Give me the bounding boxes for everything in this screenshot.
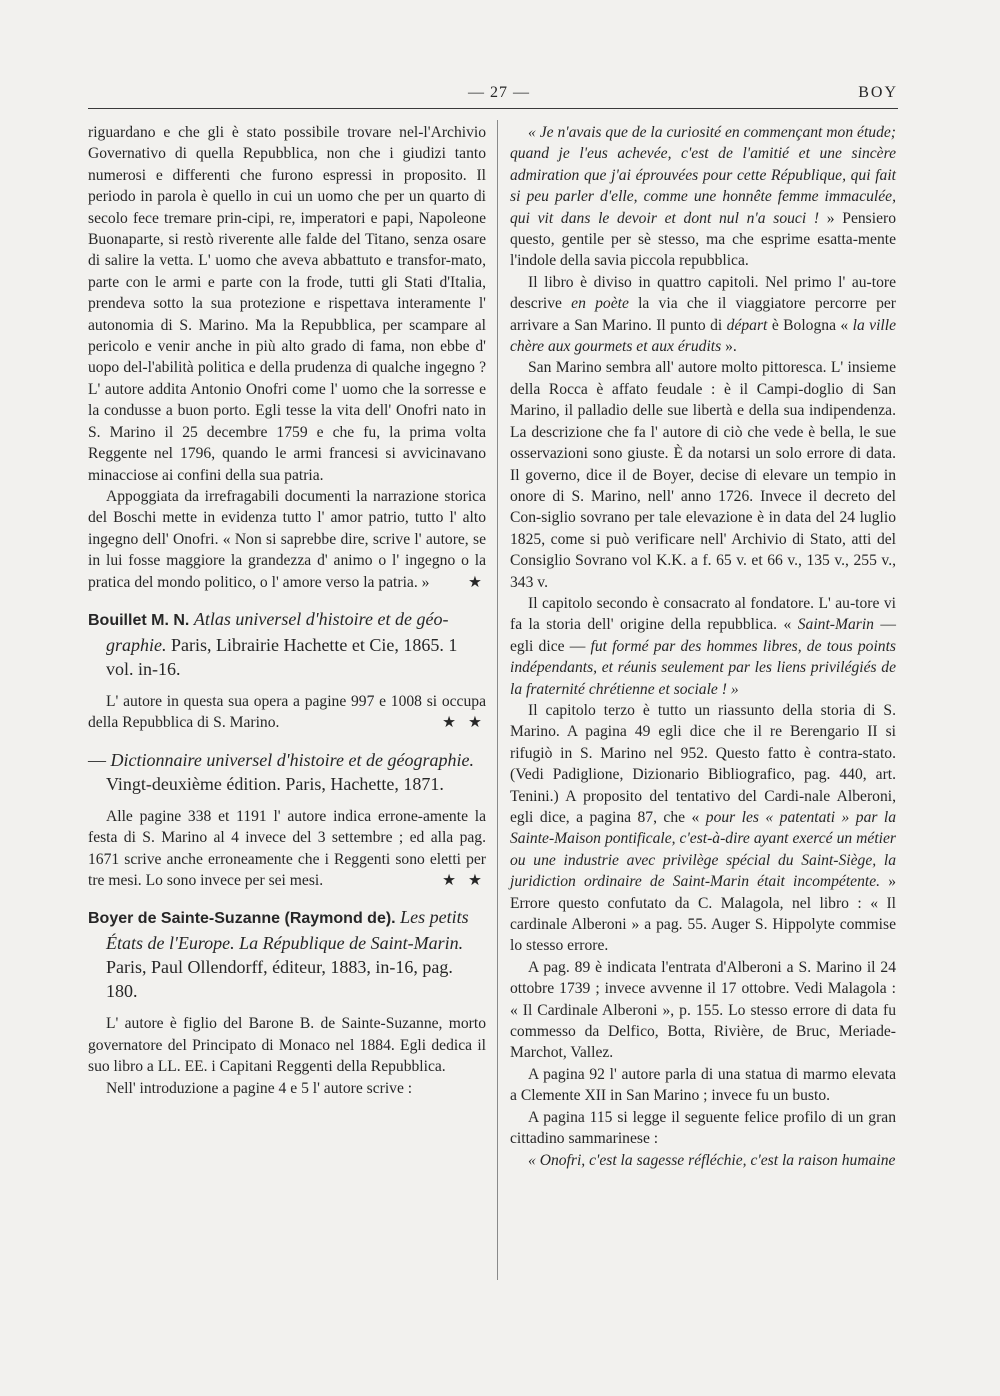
- entry-dash: —: [88, 749, 106, 770]
- entry-title: Dictionnaire universel d'histoire et de géographie.: [110, 749, 474, 770]
- entry-publication: Paris, Paul Ollendorff, éditeur, 1883, in-16, pag. 180.: [106, 957, 453, 1002]
- entry-title: Atlas universel d'histoire et de géo-graphie.: [106, 608, 449, 655]
- quote: « Je n'avais que de la curiosité en commençant mon étude; quand je l'eus achevée, c'est de l'amitié et une sincère admiration que j'ai éprouvées pour cette République, qui fait si peu parler d'elle, comme une honnête femme immaculée, qui vit dans le devoir et dont nul n'a souci !: [510, 124, 896, 227]
- rating-stars: ★ ★: [442, 714, 486, 732]
- paragraph-text: Il libro è diviso in quattro capitoli. Nel primo l' au-tore descrive: [510, 273, 896, 313]
- entry-author: Boyer de Sainte-Suzanne (Raymond de).: [88, 910, 396, 928]
- quote: départ: [726, 316, 768, 334]
- quote: « Onofri, c'est la sagesse réfléchie, c'est la raison humaine: [528, 1151, 896, 1169]
- paragraph-text: è Bologna «: [771, 316, 849, 334]
- running-head: BOY: [858, 84, 898, 101]
- quote: la ville chère aux gourmets et aux érudits: [510, 316, 897, 356]
- entry-note: Nell' introduzione a pagine 4 e 5 l' autore scrive :: [106, 1079, 413, 1097]
- paragraph: San Marino sembra all' autore molto pittoresca. L' insieme della Rocca è affato feudale : è il Campi-doglio di San Marino, il palladio delle sue libertà e della sua indipendenza. La descrizione che fa l' autore di ciò che vede è bella, le sue osservazioni sono giuste. È da notarsi un solo errore di data. Il governo, dice il de Boyer, decise di elevare un tempio in onore di S. Marino, nell' anno 1726. Invece il decreto del Con-siglio sovrano per tale elevazione è in data del 24 luglio 1825, come si può verificare nell' Archivio di Stato, atti del Consiglio Sovrano vol K.K. a f. 65 v. et 66 v., 135 v., 255 v., 343 v.: [510, 359, 896, 591]
- bibliography-entry: [88, 905, 486, 1003]
- entry-publication: Vingt-deuxième édition. Paris, Hachette, 1871.: [106, 773, 444, 794]
- paragraph: A pagina 115 si legge il seguente felice profilo di un gran cittadino sammarinese :: [510, 1108, 896, 1148]
- paragraph: A pag. 89 è indicata l'entrata d'Alberoni a S. Marino il 24 ottobre 1739 ; invece avvenne il 17 ottobre. Vedi Malagola : « Il Cardinale Alberoni », p. 155. Lo stesso errore di data fu commesso da Delfico, Botta, Rivière, de Bruc, Meriade-Marchot, Vallez.: [510, 958, 896, 1062]
- entry-title: Les petits États de l'Europe. La République de Saint-Marin.: [106, 907, 469, 954]
- paragraph-text: — egli dice —: [510, 616, 896, 655]
- paragraph-text: Il capitolo secondo è consacrato al fondatore. L' au-tore vi fa la storia dell' origine della repubblica. «: [510, 594, 896, 634]
- rating-stars: ★: [468, 573, 486, 591]
- quote: pour les « patentati » par la Sainte-Maison pontificale, c'est-à-dire ayant exercé un métier ou une industrie avec privilège spécial du Saint-Siège, la juridiction ordinaire de Saint-Marin était incompétente.: [510, 809, 897, 891]
- paragraph: [510, 122, 896, 272]
- entry-note: L' autore è figlio del Barone B. de Sainte-Suzanne, morto governatore del Principato di Monaco nel 1884. Egli dedica il suo libro a LL. EE. i Capitani Reggenti della Repubblica.: [88, 1015, 486, 1076]
- paragraph: [510, 272, 896, 358]
- left-column: [88, 122, 486, 1099]
- paragraph-text: la via che il viaggiatore percorre per arrivare a San Marino. Il punto di: [510, 295, 896, 334]
- bibliography-entry: [88, 748, 486, 796]
- paragraph: [510, 700, 896, 957]
- entry-publication: Paris, Librairie Hachette et Cie, 1865. 1 vol. in-16.: [106, 634, 458, 679]
- paragraph-text: Appoggiata da irrefragabili documenti la narrazione storica del Boschi mette in evidenza tutto l' amor patrio, tutto l' alto ingegno dell' Onofri. « Non si saprebbe dire, scrive l' autore, se in lui fosse maggiore la grandezza d' animo o l' ingegno o la pratica del mondo politico, o l' amore verso la patria. »: [88, 487, 486, 591]
- paragraph: A pagina 92 l' autore parla di una statua di marmo elevata a Clemente XII in San Marino ; invece fu un busto.: [510, 1065, 896, 1105]
- paragraph: [88, 486, 486, 593]
- paragraph-text: » Pensiero questo, gentile per sè stesso, ma che esprime esatta-mente l'indole della savia piccola repubblica.: [510, 209, 896, 270]
- quote: Saint-Marin: [797, 616, 874, 634]
- quote: fut formé par des hommes libres, de tous points indépendants, et réunis seulement par les liens privilégiés de la fraternité chrétienne et sociale ! »: [510, 637, 896, 698]
- paragraph-text: » Errore questo confutato da C. Malagola, nel libro : « Il cardinale Alberoni » a pag. 55. Auger S. Hippolyte commise lo stesso errore.: [510, 873, 896, 955]
- bibliography-entry: [88, 607, 486, 681]
- page-number: — 27 —: [468, 84, 530, 101]
- quote: en poète: [571, 295, 629, 313]
- paragraph-text: ».: [725, 338, 737, 356]
- paragraph-text: Il capitolo terzo è tutto un riassunto della storia di S. Marino. A pagina 49 egli dice che il re Berengario II si rifugiò in S. Marino nel 952. Questo fatto è contra-stato. (Vedi Padiglione, Dizionario Bibliografico, pag. 440, art. Tenini.) A proposito del tentativo del Cardi-nale Alberoni, egli dice, a pagina 87, che «: [510, 701, 896, 826]
- paragraph: riguardano e che gli è stato possibile trovare nel-l'Archivio Governativo di quella Repubblica, non che i giudizi tanto numerosi e differenti che furono espressi in proposito. Il periodo in parola è quello in cui un uomo che per un quarto di secolo fece tremare prin-cipi, re, imperatori e papi, Napoleone Buonaparte, si restò riverente alle falde del Titano, senza osare di salire la vetta. L' uomo che aveva abbattuto e transfor-mato, parte con le armi e parte con la frode, tutti gli Stati d'Italia, prendeva sotto la sua protezione e rispettava interamente l' autonomia di S. Marino. Ma la Repubblica, per scampare al pericolo e venir anche in più alto grado di fama, non ebbe d' uopo del-l'abilità politica e della prudenza di qualche ingegno ? L' autore addita Antonio Onofri come l' uomo che la sorresse e la condusse a buon porto. Egli tesse la vita dell' Onofri nato in S. Marino il 25 decembre 1759 e che fu, la prima volta Reggente nel 1796, quando le armi francesi si avvicinavano minacciose ai confini della sua patria.: [88, 124, 486, 484]
- paragraph: [510, 593, 896, 700]
- entry-note: [88, 806, 486, 892]
- entry-note: [88, 691, 486, 734]
- entry-note-text: L' autore in questa sua opera a pagine 997 e 1008 si occupa della Repubblica di S. Marino.: [88, 692, 486, 732]
- paragraph: [510, 1150, 896, 1171]
- rating-stars: ★ ★: [442, 871, 486, 889]
- entry-note-text: Alle pagine 338 et 1191 l' autore indica errone-amente la festa di S. Marino al 4 invece del 3 settembre ; ed alla pag. 1671 scrive anche erroneamente che i Reggenti sono eletti per tre mesi. Lo sono invece per sei mesi.: [88, 807, 486, 889]
- entry-author: Bouillet M. N.: [88, 611, 190, 629]
- page-header: [88, 82, 898, 109]
- right-column: [510, 122, 896, 1171]
- column-divider: [497, 120, 498, 1280]
